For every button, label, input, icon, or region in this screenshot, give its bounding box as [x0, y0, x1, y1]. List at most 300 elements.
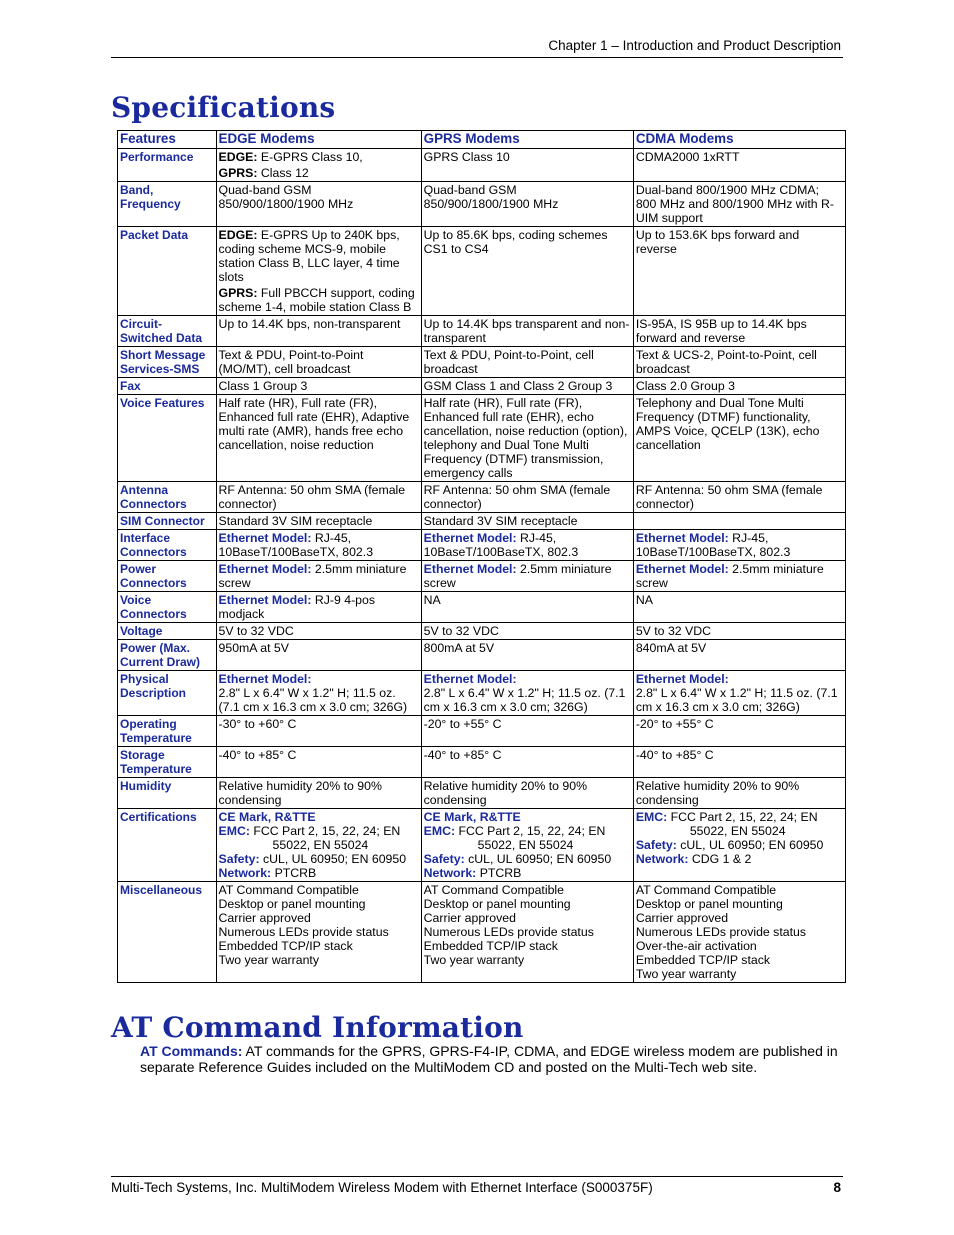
cell-line-text: NA	[635, 593, 653, 607]
cell-line	[424, 348, 631, 376]
cell-line-text: Up to 14.4K bps transparent and non-transparent	[423, 317, 630, 345]
cell-line-text: Dual-band 800/1900 MHz CDMA;	[635, 183, 819, 197]
cell-line	[636, 953, 843, 967]
cell-line-label: Ethernet Model:	[423, 672, 517, 686]
table-cell	[216, 316, 421, 347]
cell-line	[424, 228, 631, 256]
cell-line-text: AT Command Compatible	[423, 883, 564, 897]
cell-line	[636, 852, 843, 866]
cell-line-text: 2.5mm miniature screw	[423, 562, 612, 590]
cell-line-text: 5V to 32 VDC	[635, 624, 711, 638]
table-row	[118, 395, 846, 482]
table-cell	[421, 882, 633, 983]
feature-label: Circuit-Switched Data	[118, 316, 217, 347]
table-row	[118, 227, 846, 316]
table-cell	[216, 530, 421, 561]
cell-line	[636, 150, 843, 164]
cell-line	[424, 939, 631, 953]
cell-line	[636, 183, 843, 197]
cell-line-text: cUL, UL 60950; EN 60950	[676, 838, 824, 852]
cell-line	[219, 562, 419, 590]
cell-line-text: Up to 153.6K bps forward and reverse	[635, 228, 800, 256]
cell-line	[636, 686, 843, 714]
table-cell	[421, 778, 633, 809]
at-commands-label: AT Commands:	[140, 1043, 243, 1059]
cell-line-text: Numerous LEDs provide status	[218, 925, 389, 939]
cell-line	[219, 641, 419, 655]
table-cell	[633, 671, 845, 716]
cell-line-text: -40° to +85° C	[423, 748, 502, 762]
cell-line-label: Ethernet Model:	[218, 593, 312, 607]
table-cell	[216, 227, 421, 316]
page-header	[111, 37, 843, 58]
cell-line	[636, 897, 843, 911]
cell-line-text: Telephony and Dual Tone Multi Frequency (DTMF) functionality, AMPS Voice, QCELP (13K), echo cancellation	[635, 396, 820, 452]
feature-label: Short Message Services-SMS	[118, 347, 217, 378]
cell-line-label: EDGE:	[218, 150, 258, 164]
table-cell	[216, 347, 421, 378]
cell-line	[424, 183, 631, 197]
cell-line-text: 2.8" L x 6.4" W x 1.2" H; 11.5 oz. (7.1 cm x 16.3 cm x 3.0 cm; 326G)	[635, 686, 838, 714]
cell-line	[636, 883, 843, 897]
cell-line-text: AT Command Compatible	[635, 883, 777, 897]
cell-line	[636, 810, 843, 824]
cell-line	[219, 717, 419, 731]
table-cell	[633, 778, 845, 809]
cell-line	[636, 483, 843, 511]
cell-line-text: RJ-9 4-pos modjack	[218, 593, 376, 621]
table-cell	[633, 530, 845, 561]
at-commands-paragraph	[140, 1043, 840, 1075]
table-row	[118, 747, 846, 778]
cell-line	[219, 925, 419, 939]
cell-line	[219, 779, 419, 807]
cell-line	[219, 748, 419, 762]
cell-line	[424, 514, 631, 528]
cell-line	[424, 852, 631, 866]
cell-line	[636, 717, 843, 731]
cell-line-text: E-GPRS Up to 240K bps, coding scheme MCS-9, mobile station Class B, LLC layer, 4 time slots	[218, 228, 400, 284]
table-cell	[216, 640, 421, 671]
cell-line-text: 850/900/1800/1900 MHz	[423, 197, 559, 211]
table-cell	[216, 513, 421, 530]
cell-line	[219, 953, 419, 967]
table-cell	[216, 809, 421, 882]
cell-line	[219, 672, 419, 686]
cell-line-label: Ethernet Model:	[423, 531, 517, 545]
cell-line-text: Relative humidity 20% to 90% condensing	[423, 779, 588, 807]
table-cell	[421, 378, 633, 395]
cell-line-text: cUL, UL 60950; EN 60950	[464, 852, 612, 866]
cell-line-label: EMC:	[635, 810, 668, 824]
cell-line	[424, 672, 631, 686]
cell-line-text: Over-the-air activation	[635, 939, 757, 953]
table-row	[118, 778, 846, 809]
cell-line	[424, 897, 631, 911]
table-cell	[633, 227, 845, 316]
cell-line-text: FCC Part 2, 15, 22, 24; EN	[455, 824, 606, 838]
cell-line	[424, 883, 631, 897]
cell-line-text: -40° to +85° C	[218, 748, 297, 762]
cell-line	[219, 348, 419, 376]
cell-line: 55022, EN 55024	[272, 838, 369, 852]
cell-line	[636, 672, 843, 686]
cell-line	[636, 593, 843, 607]
column-header: CDMA Modems	[633, 131, 845, 149]
feature-label: SIM Connector	[118, 513, 217, 530]
feature-label: Band, Frequency	[118, 182, 217, 227]
cell-line	[424, 593, 631, 607]
cell-line-label: Network:	[423, 866, 477, 880]
cell-line-text: GSM Class 1 and Class 2 Group 3	[423, 379, 613, 393]
cell-line	[219, 883, 419, 897]
cell-line-text: -30° to +60° C	[218, 717, 297, 731]
table-row	[118, 530, 846, 561]
cell-line-text: Carrier approved	[218, 911, 311, 925]
cell-line-text: 950mA at 5V	[218, 641, 289, 655]
feature-label: Performance	[118, 149, 217, 182]
cell-line	[424, 953, 631, 967]
cell-line-label: Ethernet Model:	[635, 672, 729, 686]
cell-line-text: Relative humidity 20% to 90% condensing	[218, 779, 382, 807]
table-cell	[216, 182, 421, 227]
cell-line-label: EMC:	[423, 824, 456, 838]
cell-line-text: RF Antenna: 50 ohm SMA (female connector)	[423, 483, 611, 511]
cell-line	[219, 897, 419, 911]
table-cell	[633, 482, 845, 513]
cell-line	[424, 396, 631, 480]
cell-line-text: Desktop or panel mounting	[218, 897, 366, 911]
cell-line-text: Class 1 Group 3	[218, 379, 308, 393]
cell-line	[636, 925, 843, 939]
cell-line-text: 2.8" L x 6.4" W x 1.2" H; 11.5 oz. (7.1 cm x 16.3 cm x 3.0 cm; 326G)	[218, 686, 408, 714]
table-row	[118, 378, 846, 395]
at-commands-text: AT commands for the GPRS, GPRS-F4-IP, CDMA, and EDGE wireless modem are published in separate Reference Guides included on the MultiModem CD and posted on the Multi-Tech web site.	[140, 1043, 838, 1075]
table-cell	[633, 182, 845, 227]
cell-line-text: 840mA at 5V	[635, 641, 707, 655]
cell-line-text: NA	[423, 593, 441, 607]
cell-line-text: Class 2.0 Group 3	[635, 379, 735, 393]
cell-line-text: Class 12	[257, 166, 309, 180]
cell-line-label: Safety:	[423, 852, 465, 866]
cell-line-text: -20° to +55° C	[423, 717, 502, 731]
cell-line-label: Ethernet Model:	[218, 562, 312, 576]
cell-line	[636, 967, 843, 981]
cell-line	[636, 911, 843, 925]
cell-line	[636, 228, 843, 256]
cell-line-label: Ethernet Model:	[218, 672, 312, 686]
cell-line-text: PTCRB	[271, 866, 317, 880]
cell-line	[219, 866, 419, 880]
table-row	[118, 316, 846, 347]
cell-line-text: GPRS Class 10	[423, 150, 510, 164]
table-cell	[633, 561, 845, 592]
table-cell	[216, 561, 421, 592]
feature-label: Fax	[118, 378, 217, 395]
cell-line-label: GPRS:	[218, 166, 258, 180]
feature-label: Voltage	[118, 623, 217, 640]
cell-line	[219, 396, 419, 452]
column-header: EDGE Modems	[216, 131, 421, 149]
cell-line: 55022, EN 55024	[689, 824, 786, 838]
table-cell	[216, 592, 421, 623]
cell-line-text: Two year warranty	[218, 953, 319, 967]
table-cell	[216, 149, 421, 182]
cell-line	[424, 748, 631, 762]
table-cell	[216, 778, 421, 809]
cell-line-label: CE Mark, R&TTE	[423, 810, 521, 824]
cell-line	[424, 197, 631, 211]
cell-line	[219, 286, 419, 314]
cell-line	[219, 593, 419, 621]
table-cell	[421, 592, 633, 623]
cell-line-text: 2.5mm miniature screw	[635, 562, 824, 590]
table-row	[118, 513, 846, 530]
table-row	[118, 671, 846, 716]
feature-label: Voice Features	[118, 395, 217, 482]
feature-label: Certifications	[118, 809, 217, 882]
table-cell	[421, 747, 633, 778]
table-cell	[633, 592, 845, 623]
cell-line	[219, 150, 419, 164]
cell-line-text: -40° to +85° C	[635, 748, 714, 762]
cell-line-text: CDMA2000 1xRTT	[635, 150, 740, 164]
table-header-row	[118, 131, 846, 149]
cell-line-text: Quad-band GSM	[423, 183, 517, 197]
cell-line	[424, 483, 631, 511]
cell-line	[424, 624, 631, 638]
cell-line-text: Desktop or panel mounting	[423, 897, 571, 911]
table-cell	[633, 513, 845, 530]
cell-line-text: RJ-45, 10BaseT/100BaseTX, 802.3	[218, 531, 374, 559]
feature-label: Physical Description	[118, 671, 217, 716]
cell-line-text: FCC Part 2, 15, 22, 24; EN	[249, 824, 401, 838]
cell-line	[636, 348, 843, 376]
cell-line-text: cUL, UL 60950; EN 60950	[259, 852, 407, 866]
table-row	[118, 561, 846, 592]
cell-line-text: RJ-45, 10BaseT/100BaseTX, 802.3	[635, 531, 791, 559]
table-row	[118, 482, 846, 513]
cell-line-text: FCC Part 2, 15, 22, 24; EN	[667, 810, 818, 824]
cell-line-text: Embedded TCP/IP stack	[218, 939, 353, 953]
cell-line	[636, 531, 843, 559]
cell-line-text: CDG 1 & 2	[688, 852, 752, 866]
cell-line	[219, 166, 419, 180]
table-cell	[216, 395, 421, 482]
table-row	[118, 882, 846, 983]
cell-line-text: Two year warranty	[423, 953, 525, 967]
cell-line-text: 2.8" L x 6.4" W x 1.2" H; 11.5 oz. (7.1 cm x 16.3 cm x 3.0 cm; 326G)	[423, 686, 626, 714]
table-cell	[633, 809, 845, 882]
table-cell	[633, 716, 845, 747]
cell-line	[424, 531, 631, 559]
cell-line-text: Two year warranty	[635, 967, 737, 981]
table-cell	[421, 530, 633, 561]
feature-label: Storage Temperature	[118, 747, 217, 778]
table-cell	[633, 395, 845, 482]
cell-line	[636, 748, 843, 762]
cell-line: 55022, EN 55024	[477, 838, 574, 852]
cell-line-text: Carrier approved	[635, 911, 729, 925]
table-row	[118, 347, 846, 378]
table-cell	[421, 716, 633, 747]
cell-line-text: IS-95A, IS 95B up to 14.4K bps forward and reverse	[635, 317, 807, 345]
cell-line-text: Half rate (HR), Full rate (FR), Enhanced full rate (EHR), echo cancellation, noise reduction (option), telephony and Dual Tone Multi Frequency (DTMF) transmission, emergency calls	[423, 396, 628, 480]
table-cell	[421, 347, 633, 378]
cell-line	[219, 624, 419, 638]
table-cell	[633, 747, 845, 778]
cell-line	[219, 183, 419, 211]
table-cell	[216, 747, 421, 778]
cell-line-text: 800mA at 5V	[423, 641, 495, 655]
specifications-table	[117, 130, 846, 983]
cell-line-text: Half rate (HR), Full rate (FR), Enhanced full rate (EHR), Adaptive multi rate (AMR), hands free echo cancellation, noise reduction	[218, 396, 410, 452]
at-command-heading: AT Command Information	[111, 1011, 524, 1044]
cell-line	[424, 317, 631, 345]
cell-line-label: Network:	[635, 852, 689, 866]
cell-line-text: Up to 14.4K bps, non-transparent	[218, 317, 401, 331]
cell-line	[219, 228, 419, 284]
chapter-title: Chapter 1 – Introduction and Product Description	[548, 38, 841, 53]
cell-line-text: Text & UCS-2, Point-to-Point, cell broadcast	[635, 348, 817, 376]
page-number: 8	[833, 1180, 841, 1195]
cell-line-label: CE Mark, R&TTE	[218, 810, 316, 824]
table-cell	[633, 378, 845, 395]
cell-line-text: Up to 85.6K bps, coding schemes CS1 to CS4	[423, 228, 608, 256]
feature-label: Operating Temperature	[118, 716, 217, 747]
cell-line	[636, 779, 843, 807]
table-row	[118, 592, 846, 623]
cell-line-text: RF Antenna: 50 ohm SMA (female connector)	[218, 483, 406, 511]
cell-line	[219, 531, 419, 559]
table-cell	[421, 227, 633, 316]
table-cell	[421, 482, 633, 513]
cell-line	[219, 317, 419, 331]
cell-line-text: RF Antenna: 50 ohm SMA (female connector)	[635, 483, 823, 511]
cell-line	[636, 396, 843, 452]
cell-line-label: EMC:	[218, 824, 250, 838]
cell-line	[424, 866, 631, 880]
cell-line-label: Network:	[218, 866, 272, 880]
cell-line-text: 800 MHz and 800/1900 MHz with R-UIM support	[635, 197, 835, 225]
cell-line-text: Numerous LEDs provide status	[423, 925, 594, 939]
feature-label: Power (Max. Current Draw)	[118, 640, 217, 671]
cell-line-text: Relative humidity 20% to 90% condensing	[635, 779, 800, 807]
cell-line-text: Embedded TCP/IP stack	[635, 953, 771, 967]
table-cell	[421, 561, 633, 592]
cell-line	[636, 641, 843, 655]
cell-line-text: PTCRB	[476, 866, 522, 880]
table-cell	[216, 482, 421, 513]
cell-line	[219, 911, 419, 925]
table-cell	[216, 623, 421, 640]
table-row	[118, 149, 846, 182]
cell-line	[219, 514, 419, 528]
feature-label: Interface Connectors	[118, 530, 217, 561]
table-cell	[421, 513, 633, 530]
table-cell	[421, 623, 633, 640]
cell-line	[219, 810, 419, 824]
cell-line	[424, 562, 631, 590]
cell-line	[636, 624, 843, 638]
table-cell	[421, 395, 633, 482]
footer-text: Multi-Tech Systems, Inc. MultiModem Wireless Modem with Ethernet Interface (S000375F)	[111, 1180, 653, 1195]
table-cell	[633, 640, 845, 671]
cell-line-label: EDGE:	[218, 228, 258, 242]
cell-line	[636, 317, 843, 345]
feature-label: Power Connectors	[118, 561, 217, 592]
table-cell	[633, 882, 845, 983]
table-row	[118, 640, 846, 671]
cell-line-label: GPRS:	[218, 286, 258, 300]
table-row	[118, 809, 846, 882]
cell-line	[424, 810, 631, 824]
specifications-heading: Specifications	[111, 91, 336, 124]
cell-line	[636, 939, 843, 953]
cell-line-text: AT Command Compatible	[218, 883, 359, 897]
table-cell	[216, 671, 421, 716]
table-cell	[216, 378, 421, 395]
cell-line-text: Carrier approved	[423, 911, 516, 925]
feature-label: Voice Connectors	[118, 592, 217, 623]
table-row	[118, 182, 846, 227]
cell-line	[219, 483, 419, 511]
cell-line	[424, 717, 631, 731]
cell-line	[219, 686, 419, 714]
cell-line	[424, 911, 631, 925]
cell-line-text: 2.5mm miniature screw	[218, 562, 407, 590]
feature-label: Miscellaneous	[118, 882, 217, 983]
cell-line-label: Safety:	[218, 852, 260, 866]
table-row	[118, 716, 846, 747]
table-cell	[421, 809, 633, 882]
cell-line-text: Standard 3V SIM receptacle	[218, 514, 373, 528]
cell-line	[636, 379, 843, 393]
table-cell	[216, 882, 421, 983]
cell-line-text: Text & PDU, Point-to-Point (MO/MT), cell broadcast	[218, 348, 364, 376]
cell-line-text: 5V to 32 VDC	[423, 624, 499, 638]
cell-line	[424, 925, 631, 939]
cell-line	[219, 379, 419, 393]
cell-line	[219, 939, 419, 953]
cell-line	[424, 824, 631, 838]
cell-line-text: Numerous LEDs provide status	[635, 925, 806, 939]
cell-line-text: Quad-band GSM 850/900/1800/1900 MHz	[218, 183, 354, 211]
cell-line-text: -20° to +55° C	[635, 717, 714, 731]
cell-line	[424, 641, 631, 655]
cell-line-label: Ethernet Model:	[218, 531, 312, 545]
cell-line	[219, 852, 419, 866]
cell-line	[636, 562, 843, 590]
cell-line	[636, 197, 843, 225]
cell-line-text: 5V to 32 VDC	[218, 624, 294, 638]
cell-line-text: Desktop or panel mounting	[635, 897, 783, 911]
cell-line-text: Embedded TCP/IP stack	[423, 939, 558, 953]
table-row	[118, 623, 846, 640]
feature-label: Antenna Connectors	[118, 482, 217, 513]
cell-line-label: Ethernet Model:	[635, 531, 729, 545]
cell-line-label: Ethernet Model:	[423, 562, 517, 576]
cell-line-text: Text & PDU, Point-to-Point, cell broadcast	[423, 348, 594, 376]
table-cell	[633, 149, 845, 182]
cell-line-label: Safety:	[635, 838, 677, 852]
cell-line	[424, 150, 631, 164]
table-cell	[633, 316, 845, 347]
table-cell	[421, 640, 633, 671]
feature-label: Packet Data	[118, 227, 217, 316]
cell-line	[424, 779, 631, 807]
cell-line	[219, 824, 419, 838]
